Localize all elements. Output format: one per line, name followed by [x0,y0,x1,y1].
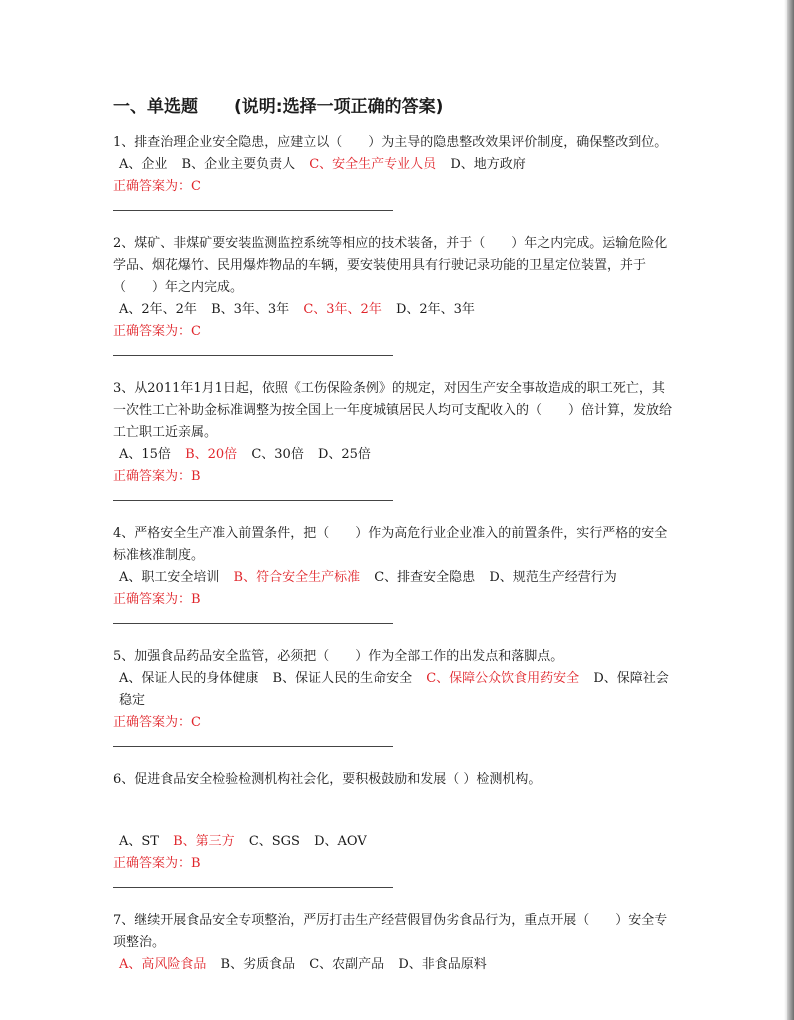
option-d: D、2年、3年 [395,302,475,317]
divider [113,210,393,211]
option-d: D、非食品原料 [398,957,487,972]
option-a: A、保证人民的身体健康 [119,671,259,686]
option-a: A、企业 [119,157,168,172]
question-text: 5、加强食品药品安全监管，必须把（ ）作为全部工作的出发点和落脚点。 [113,649,564,664]
option-b: B、第三方 [173,834,235,849]
option-d: D、地方政府 [450,157,526,172]
divider [113,887,393,888]
question-item [113,523,673,624]
option-d: D、25倍 [317,447,371,462]
option-b: B、企业主要负责人 [181,157,296,172]
option-c: C、排查安全隐患 [374,570,476,585]
option-c: C、农副产品 [309,957,385,972]
question-item [113,233,673,356]
question-item [113,132,673,211]
option-list [113,299,673,321]
option-a: A、ST [119,834,159,849]
option-c: C、30倍 [251,447,304,462]
option-a: A、15倍 [119,447,171,462]
option-a: A、2年、2年 [119,302,197,317]
option-d: D、规范生产经营行为 [489,570,617,585]
option-a: A、职工安全培训 [119,570,220,585]
option-b: B、符合安全生产标准 [233,570,361,585]
question-text: 1、排查治理企业安全隐患，应建立以（ ）为主导的隐患整改效果评价制度，确保整改到位。 [113,135,668,150]
correct-answer: 正确答案为：B [113,856,201,871]
option-list [113,954,673,976]
correct-answer: 正确答案为：B [113,469,201,484]
question-text: 7、继续开展食品安全专项整治，严厉打击生产经营假冒伪劣食品行为，重点开展（ ）安全专项整治。 [113,913,668,950]
option-b: B、3年、3年 [211,302,290,317]
correct-answer: 正确答案为：C [113,715,201,730]
section-note: (说明:选择一项正确的答案) [234,97,444,117]
option-a: A、高风险食品 [119,957,207,972]
option-d: D、保障社会稳定 [119,671,669,708]
question-text: 4、严格安全生产准入前置条件，把（ ）作为高危行业企业准入的前置条件，实行严格的安全标准核准制度。 [113,526,668,563]
divider [113,623,393,624]
option-list [113,831,673,853]
option-c: C、保障公众饮食用药安全 [426,671,580,686]
question-text: 3、从2011年1月1日起，依照《工伤保险条例》的规定，对因生产安全事故造成的职工死亡，其一次性工亡补助金标准调整为按全国上一年度城镇居民人均可支配收入的（ ）倍计算，发放给工亡职工近亲属。 [113,381,673,440]
document-page [113,96,673,998]
option-c: C、3年、2年 [303,302,382,317]
option-b: B、劣质食品 [220,957,296,972]
option-list [113,154,673,176]
option-list [113,444,673,466]
window-right-border [787,0,794,1020]
question-text: 6、促进食品安全检验检测机构社会化，要积极鼓励和发展（ ）检测机构。 [113,772,542,787]
option-d: D、AOV [314,834,367,849]
question-item [113,646,673,747]
divider [113,355,393,356]
option-c: C、SGS [248,834,300,849]
option-b: B、保证人民的生命安全 [272,671,413,686]
divider [113,500,393,501]
correct-answer: 正确答案为：C [113,324,201,339]
section-title: 一、单选题 [113,97,198,117]
section-heading [113,96,673,118]
option-list [113,668,673,712]
question-text: 2、煤矿、非煤矿要安装监测监控系统等相应的技术装备，并于（ ）年之内完成。运输危险化学品、烟花爆竹、民用爆炸物品的车辆，要安装使用具有行驶记录功能的卫星定位装置，并于（ ）年之内完成。 [113,236,668,295]
option-b: B、20倍 [185,447,238,462]
correct-answer: 正确答案为：B [113,592,201,607]
divider [113,746,393,747]
spacer [113,791,673,831]
question-item [113,378,673,501]
option-c: C、安全生产专业人员 [309,157,437,172]
question-item [113,910,673,976]
option-list [113,567,673,589]
correct-answer: 正确答案为：C [113,179,201,194]
question-item [113,769,673,888]
